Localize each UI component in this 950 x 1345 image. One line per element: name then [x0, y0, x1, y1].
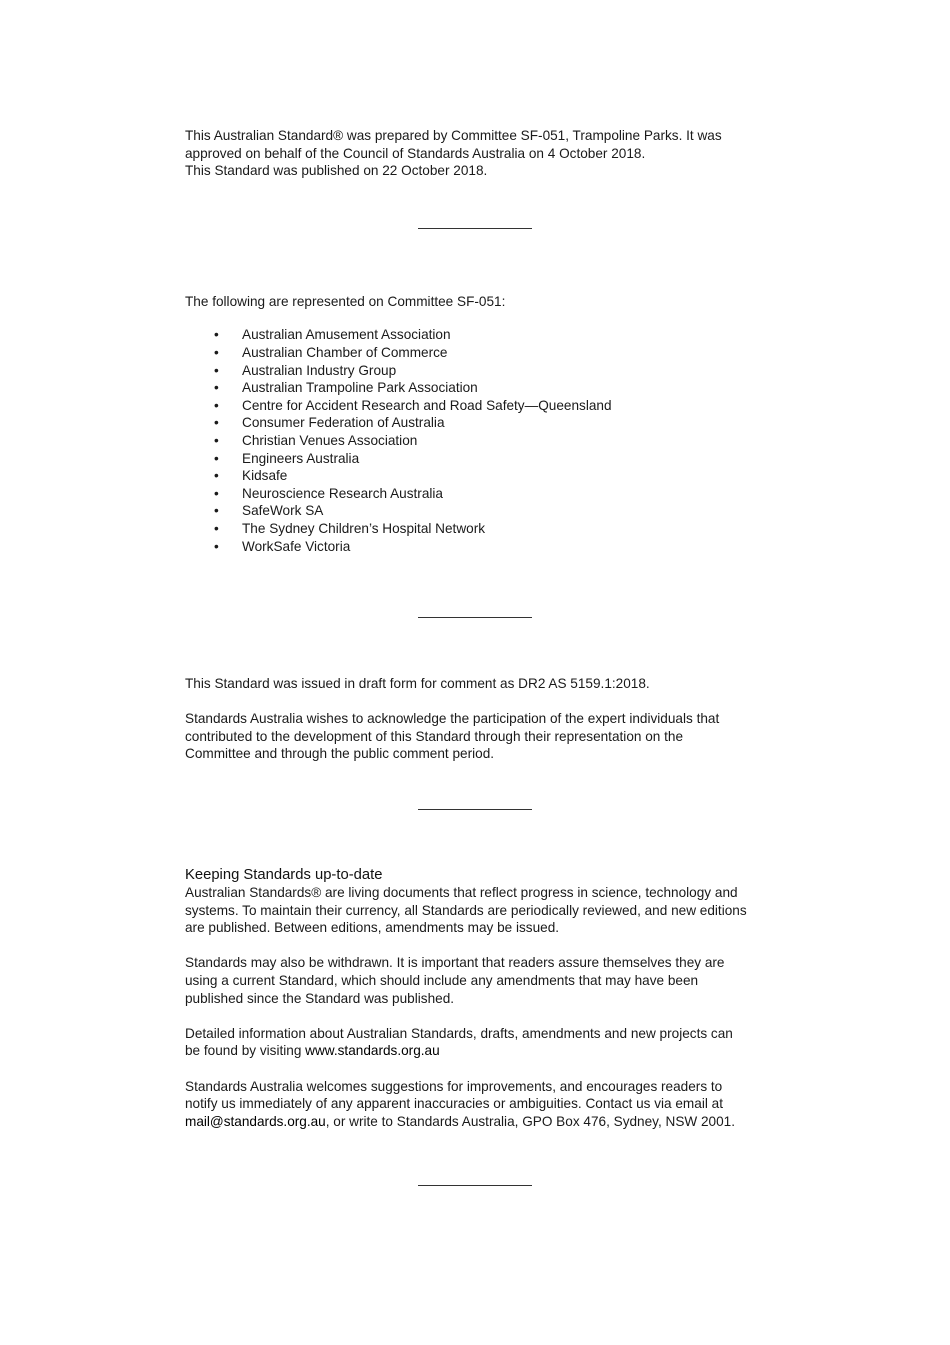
withdrawn-line-1: Standards may also be withdrawn. It is important that readers assure themselves they are: [185, 955, 725, 971]
list-item: [185, 397, 775, 415]
committee-member-name: Engineers Australia: [242, 450, 360, 466]
contact-email-link[interactable]: mail@standards.org.au: [185, 1113, 326, 1129]
bullet-icon: •: [214, 450, 219, 466]
withdrawn-line-3: published since the Standard was published.: [185, 990, 455, 1006]
list-item: [185, 485, 775, 503]
suggestions-line-3: [185, 1113, 775, 1131]
list-item: [185, 432, 775, 450]
list-item: [185, 502, 775, 520]
list-item: [185, 520, 775, 538]
list-item: [185, 344, 775, 362]
preparation-statement: [185, 127, 775, 180]
draft-statement: [185, 675, 775, 693]
committee-member-name: Australian Chamber of Commerce: [242, 344, 448, 360]
suggestions-line-2: notify us immediately of any apparent inaccuracies or ambiguities. Contact us via email at: [185, 1096, 723, 1112]
suggestions-line-1: Standards Australia welcomes suggestions for improvements, and encourages readers to: [185, 1078, 723, 1094]
document-page: [185, 127, 775, 1186]
list-item: [185, 414, 775, 432]
detailed-info-prefix: be found by visiting: [185, 1043, 306, 1059]
committee-member-name: WorkSafe Victoria: [242, 538, 351, 554]
committee-member-name: Neuroscience Research Australia: [242, 485, 443, 501]
bullet-icon: •: [214, 344, 219, 360]
committee-member-name: The Sydney Children’s Hospital Network: [242, 520, 486, 536]
bullet-icon: •: [214, 538, 219, 554]
detailed-info-line-2: [185, 1042, 775, 1060]
committee-member-name: Kidsafe: [242, 468, 288, 484]
postal-address-text: , or write to Standards Australia, GPO Box 476, Sydney, NSW 2001.: [325, 1113, 736, 1129]
living-documents-line-2: systems. To maintain their currency, all Standards are periodically reviewed, and new editions: [185, 902, 747, 918]
committee-member-name: SafeWork SA: [242, 503, 324, 519]
standards-website-link[interactable]: www.standards.org.au: [305, 1043, 440, 1059]
bullet-icon: •: [214, 380, 219, 396]
publication-date-line: This Standard was published on 22 October 2018.: [185, 163, 488, 179]
list-item: [185, 326, 775, 344]
list-item: [185, 538, 775, 556]
bullet-icon: •: [214, 503, 219, 519]
bullet-icon: •: [214, 432, 219, 448]
acknowledgement-statement: [185, 710, 775, 763]
acknowledgement-line-2: contributed to the development of this Standard through their representation on the: [185, 728, 684, 744]
bullet-icon: •: [214, 520, 219, 536]
bullet-icon: •: [214, 468, 219, 484]
keeping-standards-up-to-date: [185, 866, 775, 1130]
detailed-info-line-1: Detailed information about Australian Standards, drafts, amendments and new projects can: [185, 1025, 733, 1041]
acknowledgement-line-1: Standards Australia wishes to acknowledge the participation of the expert individuals that: [185, 711, 720, 727]
preparation-line-2: approved on behalf of the Council of Standards Australia on 4 October 2018.: [185, 145, 646, 161]
section-divider-4: [418, 1185, 532, 1186]
committee-member-name: Australian Industry Group: [242, 362, 397, 378]
committee-representation: [185, 293, 775, 555]
committee-member-name: Australian Trampoline Park Association: [242, 380, 478, 396]
withdrawn-line-2: using a current Standard, which should include any amendments that may have been: [185, 973, 699, 989]
committee-member-name: Australian Amusement Association: [242, 327, 451, 343]
list-item: [185, 467, 775, 485]
committee-member-list: [185, 326, 775, 555]
acknowledgement-line-3: Committee and through the public comment period.: [185, 746, 495, 762]
living-documents-line-3: are published. Between editions, amendments may be issued.: [185, 920, 560, 936]
list-item: [185, 362, 775, 380]
preparation-line-1: This Australian Standard® was prepared by Committee SF-051, Trampoline Parks. It was: [185, 128, 722, 143]
committee-member-name: Consumer Federation of Australia: [242, 415, 445, 431]
section-heading: Keeping Standards up-to-date: [185, 867, 383, 884]
list-item: [185, 379, 775, 397]
living-documents-line-1: Australian Standards® are living documents that reflect progress in science, technology and: [185, 885, 738, 901]
committee-member-name: Christian Venues Association: [242, 432, 418, 448]
draft-line: This Standard was issued in draft form for comment as DR2 AS 5159.1:2018.: [185, 676, 650, 692]
bullet-icon: •: [214, 362, 219, 378]
bullet-icon: •: [214, 415, 219, 431]
committee-member-name: Centre for Accident Research and Road Safety—Queensland: [242, 397, 612, 413]
bullet-icon: •: [214, 485, 219, 501]
bullet-icon: •: [214, 327, 219, 343]
bullet-icon: •: [214, 397, 219, 413]
committee-intro: The following are represented on Committee SF-051:: [185, 293, 506, 309]
list-item: [185, 450, 775, 468]
